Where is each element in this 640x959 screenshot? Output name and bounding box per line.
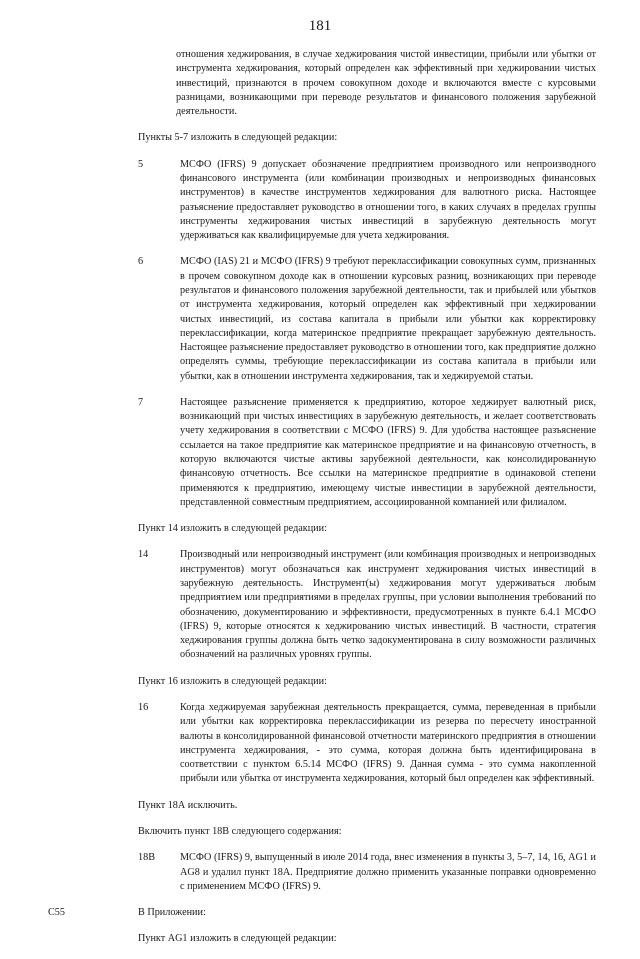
page-number: 181 [308, 18, 332, 34]
paragraph-text: Настоящее разъяснение применяется к предприятию, которое хеджирует валютный риск, возникающий при чистых инвестициях в зарубежную деятельность, и желает соответствовать учету хеджирования в соответствии с МСФО (IFRS) 9. Для удобства настоящее разъяснение ссылается на такое предприятие как материнское предприятие и на финансовую отчетность, в которую включаются чистые активы зарубежной деятельности, как консолидированную финансовую отчетность. Все ссылки на материнское предприятие в одинаковой степени применяются к предприятию, имеющему чистые инвестиции в зарубежной деятельности, представленной совместным предприятием, ассоциированной компанией или филиалом. [180, 396, 596, 508]
section-title: В Приложении: [138, 907, 206, 919]
paragraph-number: 14 [138, 549, 149, 561]
paragraph-number: 5 [138, 158, 144, 170]
paragraph-16 [138, 701, 596, 787]
paragraph-18b [138, 851, 596, 894]
paragraph-text: МСФО (IAS) 21 и МСФО (IFRS) 9 требуют переклассификации совокупных сумм, признанных в прочем совокупном доходе как в отношении курсовых разниц, возникающих при переводе результатов и финансового положения зарубежной деятельности, так и прибылей или убытков от инструмента хеджирования, который определен как эффективный при хеджировании чистых инвестиций, из состава капитала в прибыли или убытки как корректировку переклассификации, когда материнское предприятие прекращает зарубежную деятельность. Настоящее разъяснение предоставляет руководство в отношении того, как предприятие должно определять суммы, требующие переклассификации из состава капитала в прибыли или убытки, как в отношении инструмента хеджирования, так и хеджируемой статьи. [180, 256, 596, 382]
continued-paragraph: отношения хеджирования, в случае хеджирования чистой инвестиции, прибыли или убытки от инструмента хеджирования, который определен как эффективный при хеджировании чистых инвестиций, признаются в прочем совокупном доходе и включаются вместе с курсовыми разницами, возникающими при переводе результатов и финансового положения зарубежной деятельности. [176, 49, 596, 118]
paragraph-5 [138, 158, 596, 244]
paragraph-number: 16 [138, 701, 149, 713]
paragraph-text: Когда хеджируемая зарубежная деятельность прекращается, сумма, переведенная в прибыли или убытки как корректировка переклассификации из резерва по пересчету иностранной валюты в консолидированной финансовой отчетности материнского предприятия в отношении инструмента хеджирования, - это сумма, которая должна быть идентифицирована в соответствии с пунктом 6.5.14 МСФО (IFRS) 9. Данная сумма - это сумма накопленной прибыли или убытка от инструмента хеджирования, который был определен как эффективный. [180, 701, 596, 785]
instruction-paragraph-18a: Пункт 18А исключить. [138, 799, 238, 811]
instruction-paragraph-14: Пункт 14 изложить в следующей редакции: [138, 523, 327, 535]
instruction-paragraphs-5-7: Пункты 5-7 изложить в следующей редакции: [138, 132, 338, 144]
paragraph-7 [138, 396, 596, 510]
instruction-paragraph-16: Пункт 16 изложить в следующей редакции: [138, 675, 327, 687]
paragraph-text: МСФО (IFRS) 9, выпущенный в июле 2014 года, внес изменения в пункты 3, 5–7, 14, 16, AG1 и AG8 и удалил пункт 18А. Предприятие должно применить указанные поправки одновременно с применением МСФО (IFRS) 9. [180, 852, 596, 892]
paragraph-text: Производный или непроизводный инструмент (или комбинация производных и непроизводных инструментов) могут обозначаться как инструмент хеджирования чистых инвестиций в зарубежную деятельность. Инструмент(ы) хеджирования могут удерживаться любым предприятием или предприятиями в пределах группы, при условии выполнения требований по обозначению, документированию и эффективности, предусмотренных в пункте 6.4.1 МСФО (IFRS) 9, которые относятся к хеджированию чистых инвестиций. В частности, стратегия хеджирования группы должна быть четко задокументирована в силу возможности различных обозначений на различных уровнях группы. [180, 549, 596, 661]
instruction-paragraph-18b: Включить пункт 18В следующего содержания: [138, 825, 342, 837]
paragraph-6 [138, 255, 596, 384]
section-code: C55 [48, 907, 65, 919]
document-body [48, 48, 596, 959]
paragraph-number: 7 [138, 396, 144, 408]
section-c55 [48, 906, 596, 920]
paragraph-number: 6 [138, 256, 144, 268]
instruction-paragraph-ag1: Пункт AG1 изложить в следующей редакции: [138, 933, 337, 945]
paragraph-text: МСФО (IFRS) 9 допускает обозначение предприятием производного или непроизводного финансового инструмента (или комбинации производных и непроизводных финансовых инструментов) в качестве инструментов хеджирования для валютного риска. Настоящее разъяснение предоставляет руководство в отношении того, в каких случаях в пределах группы инструменты хеджирования чистых инвестиций в зарубежную деятельность могут удерживаться как квалифицируемые для учета хеджирования. [180, 158, 596, 242]
paragraph-14 [138, 548, 596, 662]
paragraph-number: 18В [138, 852, 155, 864]
